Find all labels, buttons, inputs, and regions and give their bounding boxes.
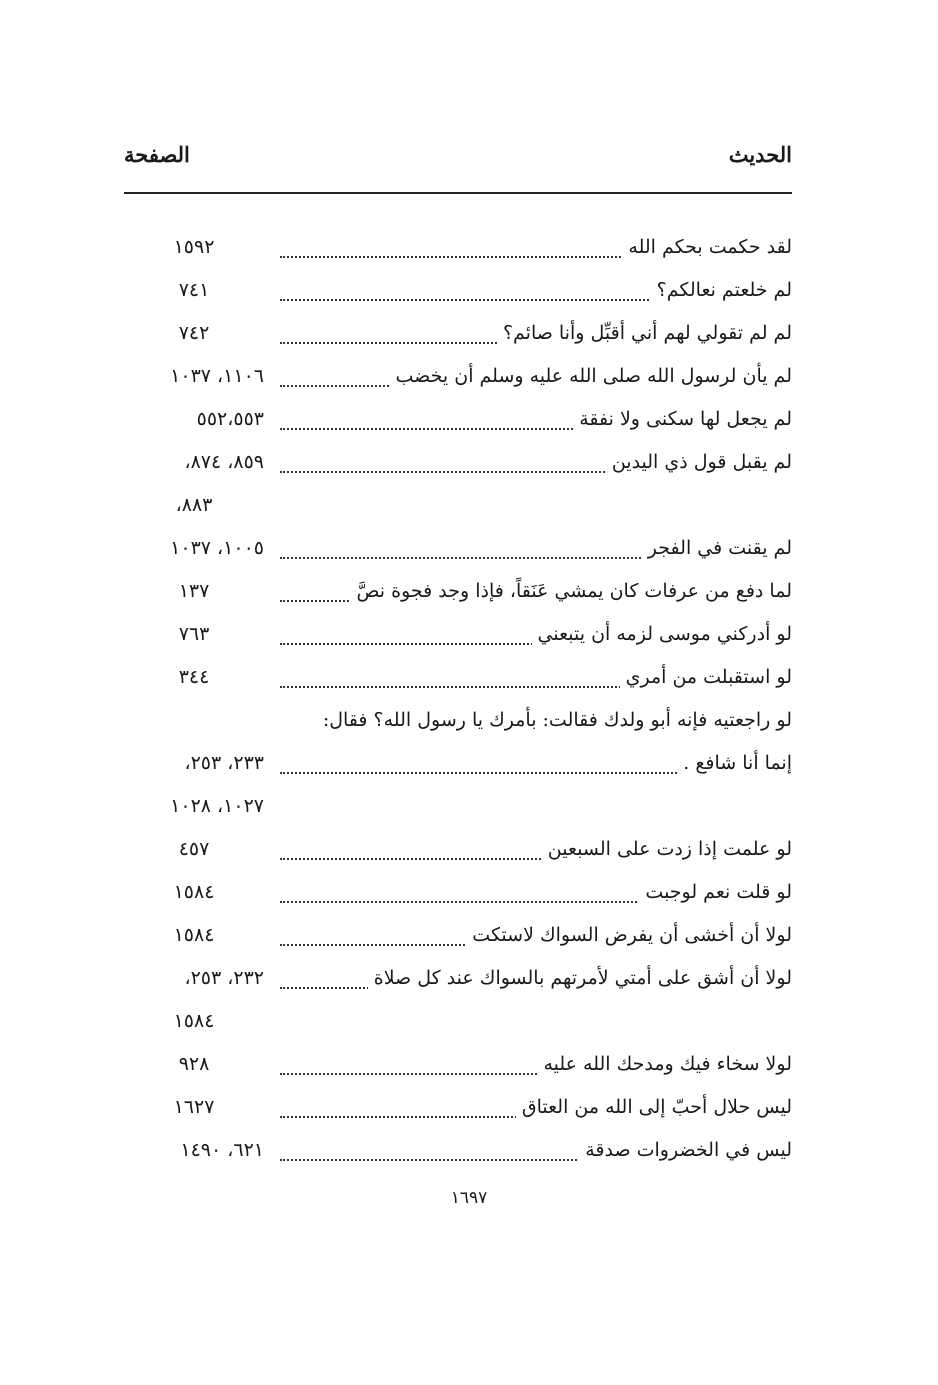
index-entry-row	[124, 658, 792, 701]
hadith-text: ليس في الخضروات صدقة	[579, 1139, 792, 1161]
hadith-text: لم يقبل قول ذي اليدين	[606, 451, 792, 473]
index-entry-row	[124, 830, 792, 873]
page-references: ٢٣٣، ٢٥٣،	[184, 752, 264, 774]
hadith-text: لو راجعتيه فإنه أبو ولدك فقالت: بأمرك يا رسول الله؟ فقال:	[317, 709, 792, 731]
index-entry-row	[124, 1045, 792, 1088]
page-references: ١٥٨٤	[173, 1010, 215, 1032]
page-references: ١١٠٦، ١٠٣٧	[170, 365, 264, 387]
hadith-text: لولا أن أشق على أمتي لأمرتهم بالسواك عند كل صلاة	[368, 967, 792, 989]
page-references: ٩٢٨	[178, 1053, 210, 1075]
page-references: ١٣٧	[178, 580, 210, 602]
hadith-text: لو استقبلت من أمري	[620, 666, 792, 688]
page-references: ١٥٨٤	[173, 881, 215, 903]
hadith-text: ليس حلال أحبّ إلى الله من العتاق	[516, 1096, 792, 1118]
page-references: ١٦٢٧	[173, 1096, 215, 1118]
hadith-text: إنما أنا شافع .	[677, 752, 792, 774]
index-entry-row	[124, 701, 792, 744]
page-column-heading: الصفحة	[124, 142, 190, 167]
hadith-text: لو أدركني موسى لزمه أن يتبعني	[532, 623, 792, 645]
hadith-text: لقد حكمت بحكم الله	[622, 236, 792, 258]
hadith-text: لم يأن لرسول الله صلى الله عليه وسلم أن يخضب	[390, 365, 792, 387]
index-entry-row	[124, 1002, 792, 1045]
page-references: ١٠٢٧، ١٠٢٨	[170, 795, 264, 817]
hadith-text: لم لم تقولي لهم أني أقبِّل وأنا صائم؟	[497, 322, 792, 344]
page-references: ٨٥٩، ٨٧٤،	[184, 451, 264, 473]
hadith-text: لم يقنت في الفجر	[642, 537, 792, 559]
index-entry-row	[124, 916, 792, 959]
index-entry-row	[124, 873, 792, 916]
index-entry-row	[124, 400, 792, 443]
hadith-text: لو قلت نعم لوجبت	[639, 881, 792, 903]
page-references: ٧٤٢	[178, 322, 210, 344]
index-entry-row	[124, 314, 792, 357]
hadith-text: لولا سخاء فيك ومدحك الله عليه	[537, 1053, 792, 1075]
index-entry-row	[124, 443, 792, 486]
page-references: ٧٤١	[178, 279, 210, 301]
index-entry-row	[124, 486, 792, 529]
page-references: ١٥٨٤	[173, 924, 215, 946]
page-references: ٤٥٧	[178, 838, 210, 860]
index-entry-row	[124, 271, 792, 314]
hadith-text: لو علمت إذا زدت على السبعين	[542, 838, 792, 860]
index-entry-row	[124, 615, 792, 658]
table-header	[124, 142, 792, 178]
page-references: ٥٥٢،٥٥٣	[196, 408, 264, 430]
page-references: ٨٨٣،	[175, 494, 213, 516]
index-entry-row	[124, 1131, 792, 1174]
page-references: ٦٢١، ١٤٩٠	[180, 1139, 264, 1161]
index-entry-row	[124, 744, 792, 787]
page-references: ١٥٩٢	[173, 236, 215, 258]
hadith-text: لولا أن أخشى أن يفرض السواك لاستكت	[466, 924, 792, 946]
hadith-text: لم خلعتم نعالكم؟	[651, 279, 792, 301]
index-entry-row	[124, 529, 792, 572]
header-divider	[124, 192, 792, 194]
index-entry-row	[124, 357, 792, 400]
page-number: ١٦٩٧	[450, 1188, 488, 1208]
page-references: ٢٣٢، ٢٥٣،	[184, 967, 264, 989]
hadith-text: لما دفع من عرفات كان يمشي عَنَقاً، فإذا وجد فجوة نصَّ	[351, 580, 792, 602]
page-references: ١٠٠٥، ١٠٣٧	[170, 537, 264, 559]
index-entry-row	[124, 787, 792, 830]
index-entry-row	[124, 572, 792, 615]
index-entry-row	[124, 228, 792, 271]
index-entry-row	[124, 959, 792, 1002]
hadith-column-heading: الحديث	[728, 142, 792, 167]
page-references: ٧٦٣	[178, 623, 210, 645]
hadith-text: لم يجعل لها سكنى ولا نفقة	[573, 408, 792, 430]
page-references: ٣٤٤	[178, 666, 210, 688]
index-entry-row	[124, 1088, 792, 1131]
index-entries	[124, 228, 792, 1174]
